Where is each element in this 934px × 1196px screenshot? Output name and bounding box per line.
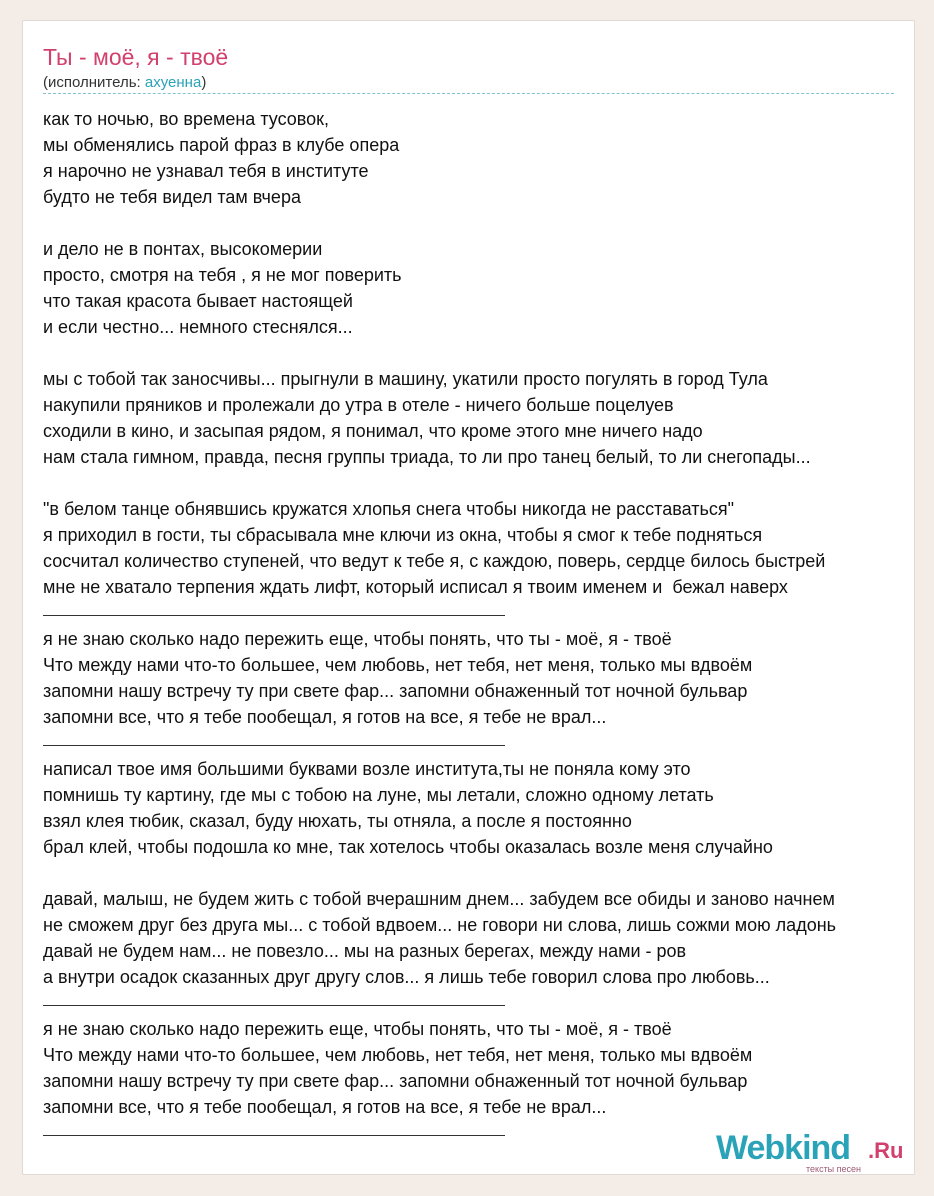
lyric-line: помнишь ту картину, где мы с тобою на луне, мы летали, сложно одному летать [43,785,714,805]
verse-separator [43,600,915,626]
lyric-line: будто не тебя видел там вчера [43,187,301,207]
lyric-line: запомни нашу встречу ту при свете фар... запомни обнаженный тот ночной бульвар [43,1071,748,1091]
lyric-line: запомни все, что я тебе пообещал, я готов на все, я тебе не врал... [43,707,607,727]
verse-separator [43,730,915,756]
lyrics-card [22,20,915,1175]
song-title: Ты - моё, я - твоё [43,44,229,70]
lyric-line: мне не хватало терпения ждать лифт, который исписал я твоим именем и бежал наверх [43,577,788,597]
logo-wordmark: Webkind [716,1129,851,1167]
lyric-line: написал твое имя большими буквами возле института,ты не поняла кому это [43,759,691,779]
stanza-gap [43,860,915,886]
lyric-line: я нарочно не узнавал тебя в институте [43,161,369,181]
lyric-line: я приходил в гости, ты сбрасывала мне ключи из окна, чтобы я смог к тебе подняться [43,525,763,545]
lyric-line: что такая красота бывает настоящей [43,291,353,311]
lyric-line: Что между нами что-то большее, чем любовь, нет тебя, нет меня, только мы вдвоём [43,1045,753,1065]
lyric-line: давай не будем нам... не повезло... мы на разных берегах, между нами - ров [43,941,687,961]
lyric-line: Что между нами что-то большее, чем любовь, нет тебя, нет меня, только мы вдвоём [43,655,753,675]
lyrics-body [43,106,915,1146]
lyric-line: запомни нашу встречу ту при свете фар... запомни обнаженный тот ночной бульвар [43,681,748,701]
artist-suffix: ) [201,74,207,91]
artist-link[interactable]: ахуенна [144,74,202,91]
lyric-line: и дело не в понтах, высокомерии [43,239,323,259]
lyric-line: давай, малыш, не будем жить с тобой вчерашним днем... забудем все обиды и заново начнем [43,889,835,909]
lyric-line: сходили в кино, и засыпая рядом, я понимал, что кроме этого мне ничего надо [43,421,703,441]
lyric-line: мы с тобой так заносчивы... прыгнули в машину, укатили просто погулять в город Тула [43,369,768,389]
artist-line [43,74,206,91]
title-divider [43,93,894,94]
logo-tagline: тексты песен [806,1164,862,1174]
artist-prefix: (исполнитель: [43,74,145,91]
webkind-logo[interactable] [716,1129,906,1174]
logo-domain: .Ru [868,1138,904,1163]
lyric-line: накупили пряников и пролежали до утра в отеле - ничего больше поцелуев [43,395,674,415]
lyric-line: я не знаю сколько надо пережить еще, чтобы понять, что ты - моё, я - твоё [43,629,672,649]
lyric-line: как то ночью, во времена тусовок, [43,109,330,129]
lyric-line: брал клей, чтобы подошла ко мне, так хотелось чтобы оказалась возле меня случайно [43,837,773,857]
lyric-line: нам стала гимном, правда, песня группы триада, то ли про танец белый, то ли снегопады... [43,447,811,467]
stanza-gap [43,470,915,496]
lyric-line: мы обменялись парой фраз в клубе опера [43,135,400,155]
lyric-line: сосчитал количество ступеней, что ведут к тебе я, с каждою, поверь, сердце билось быстрей [43,551,826,571]
stanza-gap [43,340,915,366]
lyric-line: я не знаю сколько надо пережить еще, чтобы понять, что ты - моё, я - твоё [43,1019,672,1039]
lyric-line: "в белом танце обнявшись кружатся хлопья снега чтобы никогда не расставаться" [43,499,734,519]
lyric-line: и если честно... немного стеснялся... [43,317,353,337]
lyric-line: просто, смотря на тебя , я не мог поверить [43,265,402,285]
lyric-line: а внутри осадок сказанных друг другу слов... я лишь тебе говорил слова про любовь... [43,967,770,987]
verse-separator [43,990,915,1016]
lyric-line: взял клея тюбик, сказал, буду нюхать, ты отняла, а после я постоянно [43,811,632,831]
lyric-line: запомни все, что я тебе пообещал, я готов на все, я тебе не врал... [43,1097,607,1117]
stanza-gap [43,210,915,236]
lyric-line: не сможем друг без друга мы... с тобой вдвоем... не говори ни слова, лишь сожми мою ладонь [43,915,837,935]
